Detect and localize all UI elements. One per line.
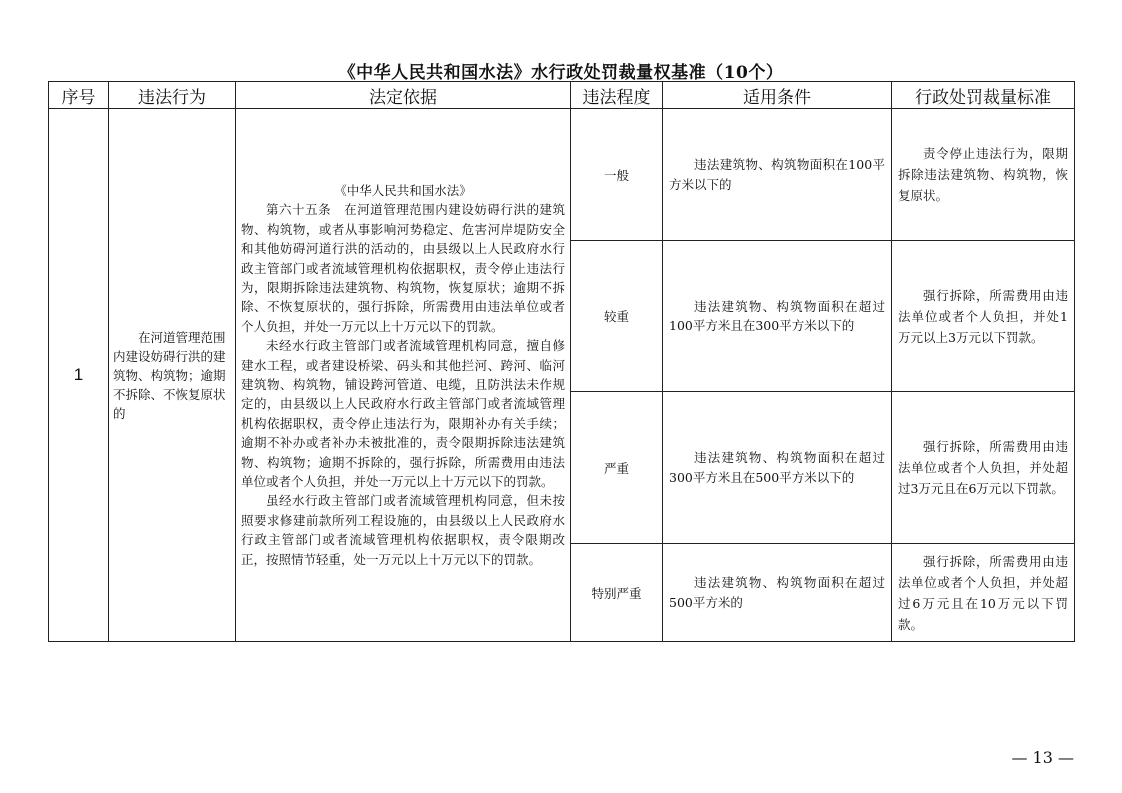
legal-basis-paragraph-2: 未经水行政主管部门或者流域管理机构同意，擅自修建水工程，或者建设桥梁、码头和其他拦河、跨河、临河建筑物、构筑物，铺设跨河管道、电缆，且防洪法未作规定的，由县级以上人民政府水行政主管部门或者流域管理机构依据职权，责令停止违法行为，限期补办有关手续；逾期不补办或者补办未被批准的，责令限期拆除违法建筑物、构筑物；逾期不拆除的，强行拆除，所需费用由违法单位或者个人负担，并处一万元以上十万元以下的罚款。 [241, 338, 565, 490]
standard-text: 强行拆除，所需费用由违法单位或者个人负担，并处超过3万元且在6万元以下罚款。 [898, 439, 1068, 496]
header-level: 违法程度 [571, 82, 663, 109]
page-number: — 13 — [1011, 748, 1074, 767]
condition-text: 违法建筑物、构筑物面积在超过300平方米且在500平方米以下的 [669, 450, 885, 485]
legal-basis-paragraph-3: 虽经水行政主管部门或者流域管理机构同意，但未按照要求修建前款所列工程设施的，由县级以上人民政府水行政主管部门或者流域管理机构依据职权，责令限期改正，按照情节轻重，处一万元以上十万元以下的罚款。 [241, 493, 565, 567]
penalty-discretion-table [48, 81, 1075, 642]
table-row [49, 109, 1075, 241]
standard-general [892, 109, 1075, 241]
condition-serious [663, 241, 892, 392]
level-serious: 较重 [571, 241, 663, 392]
standard-severe [892, 392, 1075, 544]
table-header-row [49, 82, 1075, 109]
violation-act-cell [109, 109, 236, 642]
condition-severe [663, 392, 892, 544]
level-severe: 严重 [571, 392, 663, 544]
level-especially-severe: 特别严重 [571, 544, 663, 642]
condition-text: 违法建筑物、构筑物面积在超过100平方米且在300平方米以下的 [669, 298, 885, 333]
header-basis: 法定依据 [236, 82, 571, 109]
violation-act-text: 在河道管理范围内建设妨碍行洪的建筑物、构筑物；逾期不拆除、不恢复原状的 [113, 329, 226, 421]
condition-especially-severe [663, 544, 892, 642]
header-no: 序号 [49, 82, 109, 109]
item-number: 1 [49, 109, 109, 642]
header-standard: 行政处罚裁量标准 [892, 82, 1075, 109]
condition-text: 违法建筑物、构筑物面积在100平方米以下的 [669, 157, 885, 192]
level-general: 一般 [571, 109, 663, 241]
header-act: 违法行为 [109, 82, 236, 109]
standard-text: 强行拆除，所需费用由违法单位或者个人负担，并处超过6万元且在10万元以下罚款。 [898, 553, 1068, 632]
standard-text: 责令停止违法行为，限期拆除违法建筑物、构筑物，恢复原状。 [898, 146, 1068, 203]
standard-text: 强行拆除，所需费用由违法单位或者个人负担，并处1万元以上3万元以下罚款。 [898, 287, 1068, 345]
condition-general [663, 109, 892, 241]
legal-basis-paragraph-1: 第六十五条 在河道管理范围内建设妨碍行洪的建筑物、构筑物，或者从事影响河势稳定、危害河岸堤防安全和其他妨碍河道行洪的活动的，由县级以上人民政府水行政主管部门或者流域管理机构依据职权，责令停止违法行为，限期拆除违法建筑物、构筑物，恢复原状；逾期不拆除、不恢复原状的，强行拆除，所需费用由违法单位或者个人负担，并处一万元以上十万元以下的罚款。 [241, 202, 565, 334]
legal-basis-cell [236, 109, 571, 642]
document-title: 《中华人民共和国水法》水行政处罚裁量权基准（10个） [338, 63, 784, 83]
condition-text: 违法建筑物、构筑物面积在超过500平方米的 [669, 575, 885, 610]
header-condition: 适用条件 [663, 82, 892, 109]
standard-serious [892, 241, 1075, 392]
legal-basis-law-name: 《中华人民共和国水法》 [334, 182, 472, 198]
standard-especially-severe [892, 544, 1075, 642]
